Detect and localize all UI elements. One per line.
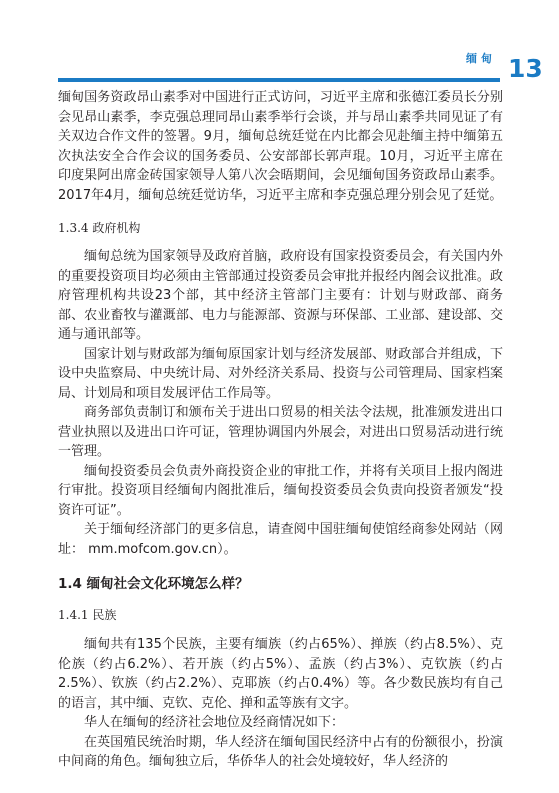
paragraph-planning-finance: 国家计划与财政部为缅甸原国家计划与经济发展部、财政部合并组成，下设中央监察局、中央统计局、对外经济关系局、投资与公司管理局、国家档案局、计划局和项目发展评估工作局等。: [58, 346, 503, 401]
paragraph-investment-commission: 缅甸投资委员会负责外商投资企业的审批工作，并将有关项目上报内阁进行审批。投资项目经缅甸内阁批准后，缅甸投资委员会负责向投资者颁发“投资许可证”。: [58, 463, 503, 518]
header-rule: [58, 78, 500, 82]
section-heading-1-3-4: 1.3.4 政府机构: [58, 221, 141, 235]
paragraph-government-overview: 缅甸总统为国家领导及政府首脑，政府设有国家投资委员会，有关国内外的重要投资项目均必须由主管部通过投资委员会审批并报经内阁会议批准。政府管理机构共设23个部，其中经济主管部门主要有：计划与财政部、商务部、农业畜牧与灌溉部、电力与能源部、资源与环保部、工业部、建设部、交通与通讯部等。: [58, 249, 503, 342]
paragraph-ethnic-groups: 缅甸共有135个民族，主要有缅族（约占65%）、掸族（约占8.5%）、克伦族（约占6.2%）、若开族（约占5%）、孟族（约占3%）、克钦族（约占2.5%）、钦族（约占2.2%）、克耶族（约占0.4%）等。各少数民族均有自己的语言，其中缅、克钦、克伦、掸和孟等族有文字。: [58, 637, 503, 711]
paragraph-chinese-status-intro: 华人在缅甸的经济社会地位及经商情况如下：: [84, 715, 345, 730]
page-number: 13: [508, 54, 543, 83]
section-heading-1-4-1: 1.4.1 民族: [58, 608, 117, 622]
running-header-title: 缅甸: [466, 52, 496, 65]
page-body: [58, 88, 503, 772]
paragraph-colonial-era: 在英国殖民统治时期，华人经济在缅甸国民经济中占有的份额很小，扮演中间商的角色。缅甸独立后，华侨华人的社会处境较好，华人经济的: [58, 734, 503, 769]
section-heading-1-4: 1.4 缅甸社会文化环境怎么样？: [58, 576, 249, 592]
paragraph-more-info: 关于缅甸经济部门的更多信息，请查阅中国驻缅甸使馆经商参处网站（网址： mm.mofcom.gov.cn）。: [58, 522, 503, 557]
paragraph-commerce-ministry: 商务部负责制订和颁布关于进出口贸易的相关法令法规，批准颁发进出口营业执照以及进出口许可证，管理协调国内外展会，对进出口贸易活动进行统一管理。: [58, 405, 503, 459]
intro-paragraph: 缅甸国务资政昂山素季对中国进行正式访问，习近平主席和张德江委员长分别会见昂山素季，李克强总理同昂山素季举行会谈，并与昂山素季共同见证了有关双边合作文件的签署。9月，缅甸总统廷觉在内比都会见赴缅主持中缅第五次执法安全合作会议的国务委员、公安部部长郭声琨。10月，习近平主席在印度果阿出席金砖国家领导人第八次会晤期间，会见缅甸国务资政昂山素季。2017年4月，缅甸总统廷觉访华，习近平主席和李克强总理分别会见了廷觉。: [58, 90, 503, 203]
